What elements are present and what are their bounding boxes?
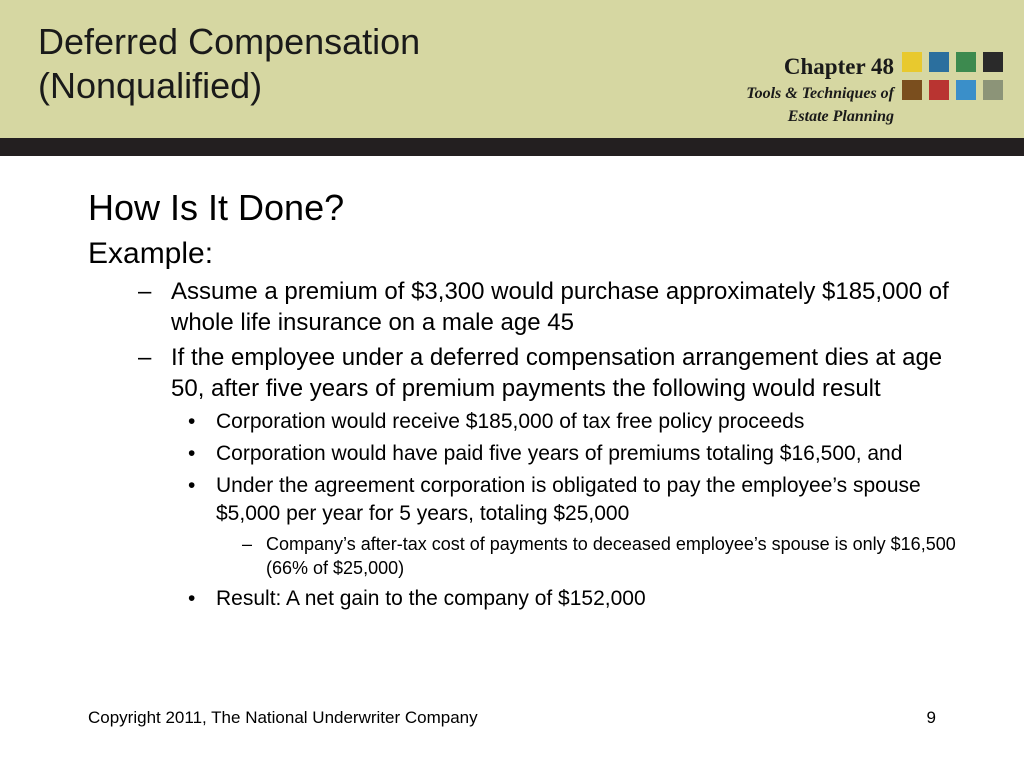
dash-marker: – bbox=[242, 534, 253, 554]
book-title-line1: Tools & Techniques of bbox=[746, 85, 894, 102]
bullet-marker: • bbox=[188, 410, 196, 433]
chapter-number: Chapter 48 bbox=[783, 54, 894, 79]
logo-square bbox=[929, 80, 949, 100]
logo-square bbox=[956, 80, 976, 100]
dash-point bbox=[88, 342, 968, 404]
point-text: Corporation would receive $185,000 of tax free policy proceeds bbox=[216, 410, 805, 433]
book-title-line2: Estate Planning bbox=[787, 108, 894, 125]
point-text: If the employee under a deferred compensation arrangement dies at age 50, after five years of premium payments the following would result bbox=[171, 344, 943, 402]
slide-title-line1: Deferred Compensation bbox=[38, 21, 421, 62]
logo-square bbox=[902, 80, 922, 100]
dash-marker: – bbox=[138, 344, 152, 371]
point-text: Under the agreement corporation is obligated to pay the employee’s spouse $5,000 per year for 5 years, totaling $25,000 bbox=[216, 474, 921, 525]
bullet-marker: • bbox=[188, 587, 196, 610]
point-text: Assume a premium of $3,300 would purchase approximately $185,000 of whole life insurance on a male age 45 bbox=[171, 278, 949, 336]
slide-body bbox=[88, 186, 968, 617]
page-number: 9 bbox=[926, 708, 936, 727]
header-divider-bar bbox=[0, 138, 1024, 156]
logo-square bbox=[902, 52, 922, 72]
bullet-marker: • bbox=[188, 474, 196, 497]
bullet-point bbox=[88, 408, 968, 436]
logo-square bbox=[983, 52, 1003, 72]
sub-dash-point bbox=[88, 532, 968, 580]
logo-square bbox=[956, 52, 976, 72]
chapter-label bbox=[746, 52, 894, 128]
slide-title bbox=[38, 20, 420, 108]
bullet-point bbox=[88, 585, 968, 613]
point-text: Company’s after-tax cost of payments to deceased employee’s spouse is only $16,500 (66% of $25,000) bbox=[266, 534, 956, 578]
dash-marker: – bbox=[138, 278, 152, 305]
dash-point bbox=[88, 276, 968, 338]
logo-square bbox=[929, 52, 949, 72]
logo-square bbox=[983, 80, 1003, 100]
copyright-footer: Copyright 2011, The National Underwriter Company bbox=[88, 708, 478, 727]
bullet-marker: • bbox=[188, 442, 196, 465]
point-text: Corporation would have paid five years of premiums totaling $16,500, and bbox=[216, 442, 903, 465]
bullet-point bbox=[88, 472, 968, 528]
section-heading: How Is It Done? bbox=[88, 187, 345, 228]
slide-title-line2: (Nonqualified) bbox=[38, 65, 263, 106]
bullet-point bbox=[88, 440, 968, 468]
example-label: Example: bbox=[88, 237, 214, 270]
point-text: Result: A net gain to the company of $152,000 bbox=[216, 587, 646, 610]
